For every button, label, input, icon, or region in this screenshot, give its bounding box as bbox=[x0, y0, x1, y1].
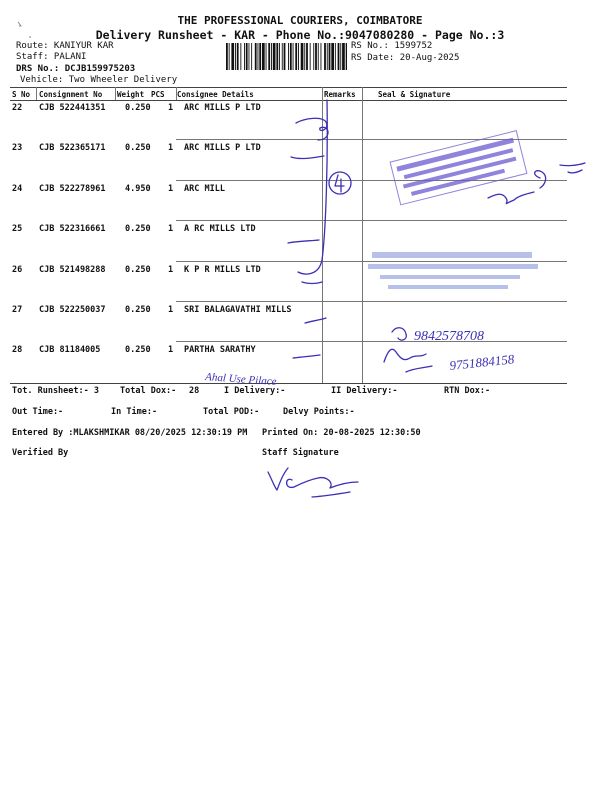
cell-weight: 0.250 bbox=[125, 143, 151, 154]
rtn-dox: RTN Dox:- bbox=[444, 386, 491, 396]
i-delivery: I Delivery:- bbox=[224, 386, 286, 396]
vehicle-field: Vehicle: Two Wheeler Delivery bbox=[20, 75, 178, 85]
verified-by: Verified By bbox=[12, 448, 69, 458]
drs-number: DRS No.: DCJB159975203 bbox=[16, 64, 136, 74]
cell-weight: 0.250 bbox=[125, 224, 151, 235]
cell-weight: 0.250 bbox=[125, 264, 151, 275]
handwritten-dash bbox=[291, 156, 324, 159]
handwritten-phone-1: 9842578708 bbox=[414, 329, 484, 344]
cell-sno: 28 bbox=[12, 345, 23, 356]
cell-consignee: SRI BALAGAVATHI MILLS bbox=[184, 305, 292, 315]
ii-delivery: II Delivery:- bbox=[331, 386, 398, 396]
cell-sno: 26 bbox=[12, 264, 23, 275]
cell-pcs: 1 bbox=[168, 305, 174, 315]
rs-number: RS No.: 1599752 bbox=[351, 41, 433, 51]
route-field: Route: KANIYUR KAR bbox=[16, 41, 114, 51]
cell-consignment-no: CJB 522441351 bbox=[39, 103, 106, 113]
faint-company-stamp bbox=[368, 252, 538, 289]
cell-pcs: 1 bbox=[168, 143, 174, 154]
total-dox-label: Total Dox:- bbox=[120, 386, 177, 396]
cell-consignment-no: CJB 81184005 bbox=[39, 345, 101, 356]
cell-consignee: ARC MILLS P LTD bbox=[184, 143, 261, 154]
cell-weight: 0.250 bbox=[125, 345, 151, 356]
cell-pcs: 1 bbox=[168, 103, 174, 113]
handwritten-dash bbox=[293, 355, 320, 358]
handwritten-dash bbox=[288, 240, 319, 243]
receiver-signature-tick bbox=[560, 163, 585, 173]
handwritten-circle-mark bbox=[329, 172, 351, 194]
entered-by: Entered By :MLAKSHMIKAR 08/20/2025 12:30:19 PM bbox=[12, 428, 248, 438]
cell-pcs: 1 bbox=[168, 183, 174, 194]
cell-consignee: ARC MILL bbox=[184, 183, 225, 194]
cell-pcs: 1 bbox=[168, 264, 174, 275]
cell-consignee: ARC MILLS P LTD bbox=[184, 103, 261, 113]
cell-consignment-no: CJB 522365171 bbox=[39, 143, 106, 154]
col-header-sno: S No bbox=[12, 90, 31, 99]
total-pod: Total POD:- bbox=[203, 407, 260, 417]
cell-sno: 25 bbox=[12, 224, 23, 235]
cell-pcs: 1 bbox=[168, 224, 174, 235]
cell-weight: 0.250 bbox=[125, 103, 151, 113]
staff-field: Staff: PALANI bbox=[16, 52, 87, 62]
cell-weight: 4.950 bbox=[125, 183, 151, 194]
handwritten-dash bbox=[302, 282, 322, 284]
receiver-signature-scrawl bbox=[392, 328, 406, 340]
staff-signature-scrawl bbox=[268, 468, 358, 490]
staff-signature-label: Staff Signature bbox=[262, 448, 339, 458]
cell-sno: 27 bbox=[12, 305, 23, 315]
cell-consignment-no: CJB 521498288 bbox=[39, 264, 106, 275]
cell-sno: 24 bbox=[12, 183, 23, 194]
handwritten-dash bbox=[305, 318, 326, 323]
tot-runsheet: Tot. Runsheet:- 3 bbox=[12, 386, 99, 396]
handwritten-phone-2: 9751884158 bbox=[448, 351, 515, 373]
company-stamp bbox=[390, 131, 527, 205]
cell-consignee: K P R MILLS LTD bbox=[184, 264, 261, 275]
handwritten-remark-mark bbox=[296, 118, 328, 140]
in-time: In Time:- bbox=[111, 407, 158, 417]
cell-pcs: 1 bbox=[168, 345, 174, 356]
col-header-seal: Seal & Signature bbox=[378, 90, 451, 99]
delvy-points: Delvy Points:- bbox=[283, 407, 355, 417]
printed-on: Printed On: 20-08-2025 12:30:50 bbox=[262, 428, 421, 438]
scan-mark bbox=[29, 36, 31, 38]
cell-consignment-no: CJB 522250037 bbox=[39, 305, 106, 315]
cell-sno: 22 bbox=[12, 103, 23, 113]
staff-signature-underline bbox=[312, 492, 350, 497]
company-name: THE PROFESSIONAL COURIERS, COIMBATORE bbox=[177, 14, 423, 27]
handwritten-vertical-line bbox=[298, 100, 327, 274]
out-time: Out Time:- bbox=[12, 407, 64, 417]
col-header-consignment: Consignment No bbox=[39, 90, 103, 99]
col-header-weight: Weight bbox=[117, 90, 145, 99]
col-header-remarks: Remarks bbox=[324, 90, 356, 99]
rs-date: RS Date: 20-Aug-2025 bbox=[351, 53, 460, 63]
scan-mark bbox=[18, 22, 21, 26]
cell-weight: 0.250 bbox=[125, 305, 151, 315]
cell-consignee: PARTHA SARATHY bbox=[184, 345, 256, 356]
receiver-signature-scrawl bbox=[384, 349, 432, 372]
col-header-pcs: PCS bbox=[151, 90, 165, 99]
handwritten-digit-four bbox=[335, 175, 344, 192]
cell-consignee: A RC MILLS LTD bbox=[184, 224, 256, 235]
cell-consignment-no: CJB 522278961 bbox=[39, 183, 106, 194]
col-header-consignee: Consignee Details bbox=[177, 90, 254, 99]
document-title: Delivery Runsheet - KAR - Phone No.:9047080280 - Page No.:3 bbox=[95, 28, 505, 42]
cell-consignment-no: CJB 522316661 bbox=[39, 224, 106, 235]
cell-sno: 23 bbox=[12, 143, 23, 154]
total-dox-value: 28 bbox=[189, 386, 200, 396]
handwritten-name-note: Ahal Use Pilace bbox=[204, 371, 277, 388]
